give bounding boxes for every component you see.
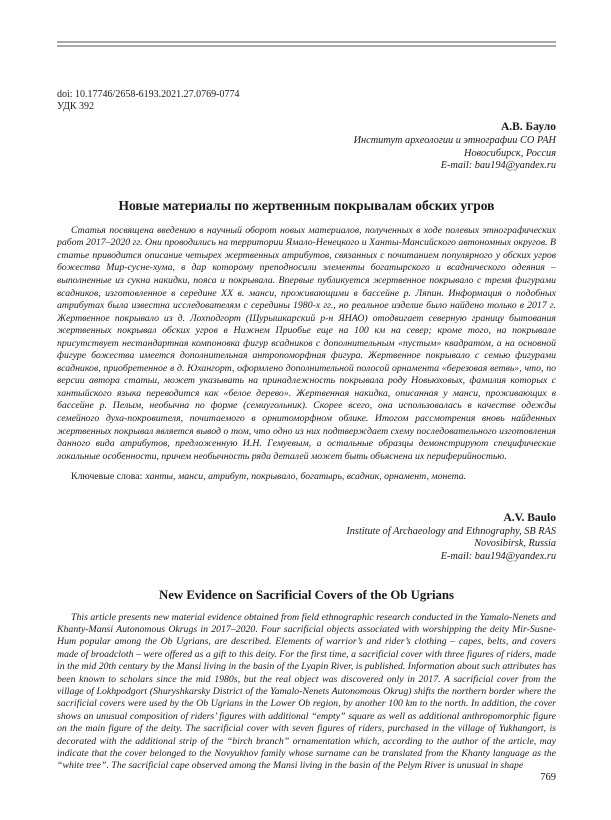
affiliation-english-institute: Institute of Archaeology and Ethnography, SB RAS: [346, 525, 556, 537]
article-meta: [57, 89, 556, 113]
abstract-russian: Статья посвящена введению в научный оборот новых материалов, полученных в ходе полевых этнографических работ 2017–2020 гг. Они проводились на территории Ямало-Ненецкого и Ханты-Мансийского автономных округов. В статье приводится описание четырех жертвенных атрибутов, связанных с почитанием популярного у обских угров божества Мир-сусне-хума, в дар которому преподносили элементы богатырского и всаднического одеяния – выполненные из сукна накидки, пояса и покрывала. Впервые публикуется жертвенное покрывало с тремя фигурами всадников, изготовленное в середине XX в. манси, проживающими в бассейне р. Ляпин. Информация о подобных атрибутах была известна исследователям с середины 1980-х гг., но реальное изделие было найдено только в 2017 г. Жертвенное покрывало из д. Лохподгорт (Шурышкарский р-н ЯНАО) отодвигает северную границу бытования жертвенных покрывал обских угров в Нижнем Приобье еще на 100 км на север; кроме того, на покрывале присутствует нестандартная компоновка фигур всадников с дополнительным «пустым» квадратом, а на основной фигуре божества имеется дополнительная антропоморфная фигура. Жертвенное покрывало с семью фигурами всадников, приобретенное в д. Юхангорт, оформлено дополнительной полосой орнамента «березовая ветвь», что, по версии автора статьи, может указывать на принадлежность покрывала роду Новьюховых, фамилия которых с хантыйского языка переводится как «белое дерево». Жертвенная накидка, описанная у манси, проживающих в бассейне р. Пелым, необычна по форме (семиугольник). Скорее всего, она использовалась в качестве одежды семейного духа-покровителя, почитаемого в орнитоморфном облике. Итогом рассмотрения вновь найденных жертвенных покрывал является вывод о том, что одно из них подтверждает схему последовательного изготовления данного вида атрибутов, предложенную И.Н. Гемуевым, а остальные образцы демонстрируют специфические локальные особенности, причем необычность ряда деталей может быть объяснена их периферийностью.: [57, 224, 556, 462]
header-double-rule: [57, 41, 556, 47]
affiliation-english-city: Novosibirsk, Russia: [474, 538, 556, 550]
keywords-line: [57, 471, 556, 484]
article-title-english: New Evidence on Sacrificial Covers of the Ob Ugrians: [158, 587, 454, 602]
affiliation-russian-city: Новосибирск, Россия: [464, 147, 556, 159]
article-title-russian: Новые материалы по жертвенным покрывалам обских угров: [118, 197, 495, 213]
keywords-label: Ключевые слова:: [71, 471, 143, 483]
doi-line: doi: 10.17746/2658-6193.2021.27.0769-0774: [57, 89, 240, 100]
page-content: [57, 0, 556, 773]
abstract-english: This article presents new material evidence obtained from field ethnographic research conducted in the Yamalo-Nenets and Khanty-Mansi Autonomous Okrugs in 2017–2020. Four sacrificial objects associated with worshipping the deity Mir-Susne-Hum popular among the Ob Ugrians, are described. Elements of warrior’s and rider’s clothing – capes, belts, and covers made of broadcloth – were offered as a gift to this deity. For the first time, a sacrificial cover with three figures of riders, made in the mid 20th century by the Mansi living in the basin of the Lyapin River, is published. Information about such attributes has been known to scholars since the mid 1980s, but the real object was discovered only in 2017. A sacrificial cover from the village of Lokhpodgort (Shuryshkarsky District of the Yamalo-Nenets Autonomous Okrug) shifts the northern border where the sacrificial covers were used by the Ob Ugrians in the Lower Ob region, by another 100 km to the north. In addition, the cover shows an unusual composition of riders’ figures with additional “empty” square as well as additional anthropomorphic figure on the main figure of the deity. The sacrificial cover with seven figures of riders, purchased in the village of Yukhangort, is decorated with the additional strip of the “birch branch” ornamentation which, according to the author of the article, may indicate that the cover belonged to the Novyukhov family whose surname can be translated from the Khanty language as the “white tree”. The sacrificial cape observed among the Mansi living in the basin of the Pelym River is unusual in shape: [57, 611, 556, 772]
author-name-russian: А.В. Бауло: [500, 121, 556, 133]
keywords-text: ханты, манси, атрибут, покрывало, богатырь, всадник, орнамент, монета.: [145, 471, 467, 483]
author-name-english: A.V. Baulo: [503, 511, 556, 524]
udc-line: УДК 392: [57, 101, 95, 112]
affiliation-english-email: E-mail: bau194@yandex.ru: [440, 550, 556, 562]
author-block-russian: [57, 120, 556, 173]
author-block-english: [57, 511, 556, 564]
affiliation-russian-institute: Институт археологии и этнографии СО РАН: [353, 135, 556, 146]
page-number: 769: [540, 772, 556, 783]
affiliation-russian-email: E-mail: bau194@yandex.ru: [440, 160, 556, 172]
